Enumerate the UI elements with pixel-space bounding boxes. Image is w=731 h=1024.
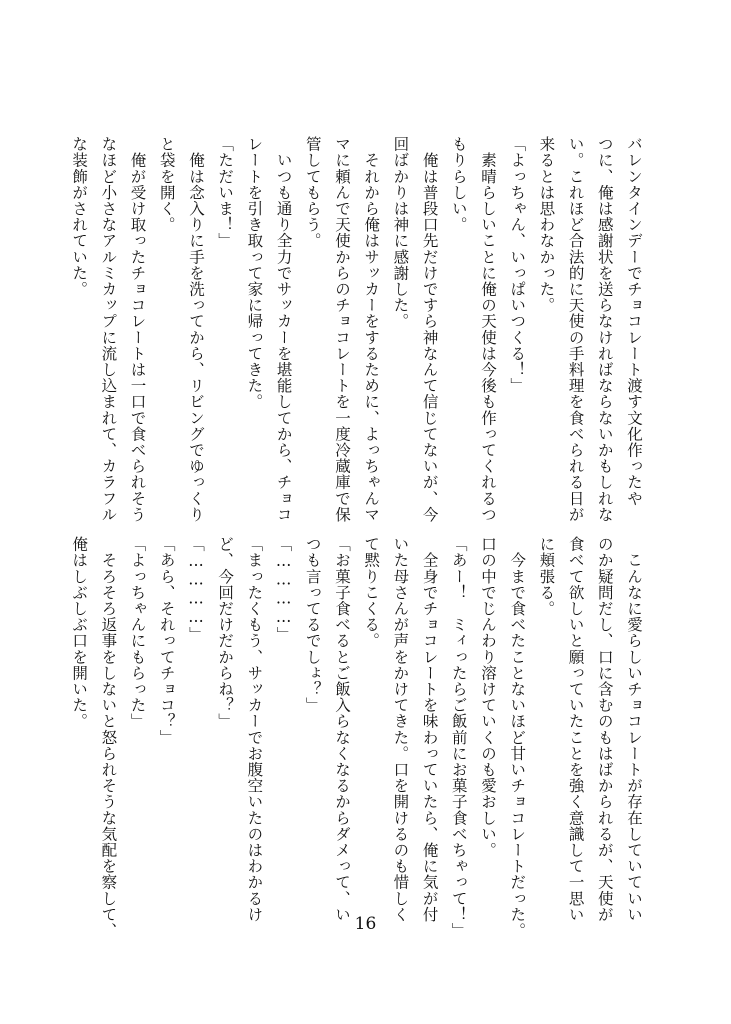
text-line: 「ただいま！」 [216, 136, 235, 249]
text-line: 「まったくもう、サッカーでお腹空いたのはわかるけ [245, 536, 264, 923]
text-line: 来るとは思わなかった。 [537, 136, 556, 314]
text-line: 俺は普段口先だけですら神なんて信じてないが、今 [420, 136, 439, 523]
text-line: な装飾がされていた。 [70, 136, 89, 297]
text-line: 「お菓子食べるとご飯入らなくなるからダメって、い [332, 536, 351, 923]
text-line: 回ばかりは神に感謝した。 [391, 136, 410, 330]
text-line: 今まで食べたことないほど甘いチョコレートだった。 [508, 536, 527, 939]
text-line: ど、今回だけだからね？」 [216, 536, 235, 730]
text-line: に頬張る。 [537, 536, 556, 617]
text-line: 「よっちゃん、いっぱいつくる！」 [508, 136, 527, 394]
text-line: 「あー！ ミィったらご飯前にお菓子食べちゃって！」 [449, 536, 468, 939]
text-line: て黙りこくる。 [362, 536, 381, 649]
text-line: こんなに愛らしいチョコレートが存在していていい [625, 536, 643, 923]
text-line: 俺が受け取ったチョコレートは一口で食べられそう [128, 136, 147, 523]
text-line: い。これほど合法的に天使の手料理を食べられる日が [566, 136, 585, 523]
page-number: 16 [354, 914, 377, 934]
text-line: もりらしい。 [449, 136, 468, 233]
text-line: なほど小さなアルミカップに流し込まれて、カラフル [99, 136, 118, 523]
text-line: いた母さんが声をかけてきた。口を開けるのも惜しく [391, 536, 410, 923]
text-line: バレンタインデーでチョコレート渡す文化作ったや [625, 136, 643, 507]
text-line: レートを引き取って家に帰ってきた。 [245, 136, 264, 410]
text-line: つも言ってるでしょ？」 [303, 536, 322, 714]
text-line: 管してもらう。 [303, 136, 322, 249]
text-block-top [70, 136, 648, 523]
text-line: マに頼んで天使からのチョコレートを一度冷蔵庫で保 [332, 136, 351, 523]
text-line: つに、俺は感謝状を送らなければならないかもしれな [595, 136, 614, 523]
text-line: そろそろ返事をしないと怒られそうな気配を察して、 [99, 536, 118, 939]
text-line: 俺はしぶしぶ口を開いた。 [70, 536, 89, 730]
text-line: 「よっちゃんにもらった」 [128, 536, 147, 730]
text-line: 俺は念入りに手を洗ってから、リビングでゆっくり [186, 136, 205, 523]
text-line: それから俺はサッカーをするために、よっちゃんマ [362, 136, 381, 523]
text-line: と袋を開く。 [157, 136, 176, 233]
text-line: 口の中でじんわり溶けていくのも愛おしい。 [478, 536, 497, 858]
text-line: のか疑問だし、口に含むのもはばかられるが、天使が [595, 536, 614, 923]
text-line: 素晴らしいことに俺の天使は今後も作ってくれるつ [478, 136, 497, 523]
text-line: 全身でチョコレートを味わっていたら、俺に気が付 [420, 536, 439, 923]
text-line: 「…………」 [186, 536, 205, 643]
text-line: 「…………」 [274, 536, 293, 643]
text-line: いつも通り全力でサッカーを堪能してから、チョコ [274, 136, 293, 523]
text-line: 食べて欲しいと願っていたことを強く意識して一思い [566, 536, 585, 923]
text-line: 「あら、それってチョコ？」 [157, 536, 176, 746]
